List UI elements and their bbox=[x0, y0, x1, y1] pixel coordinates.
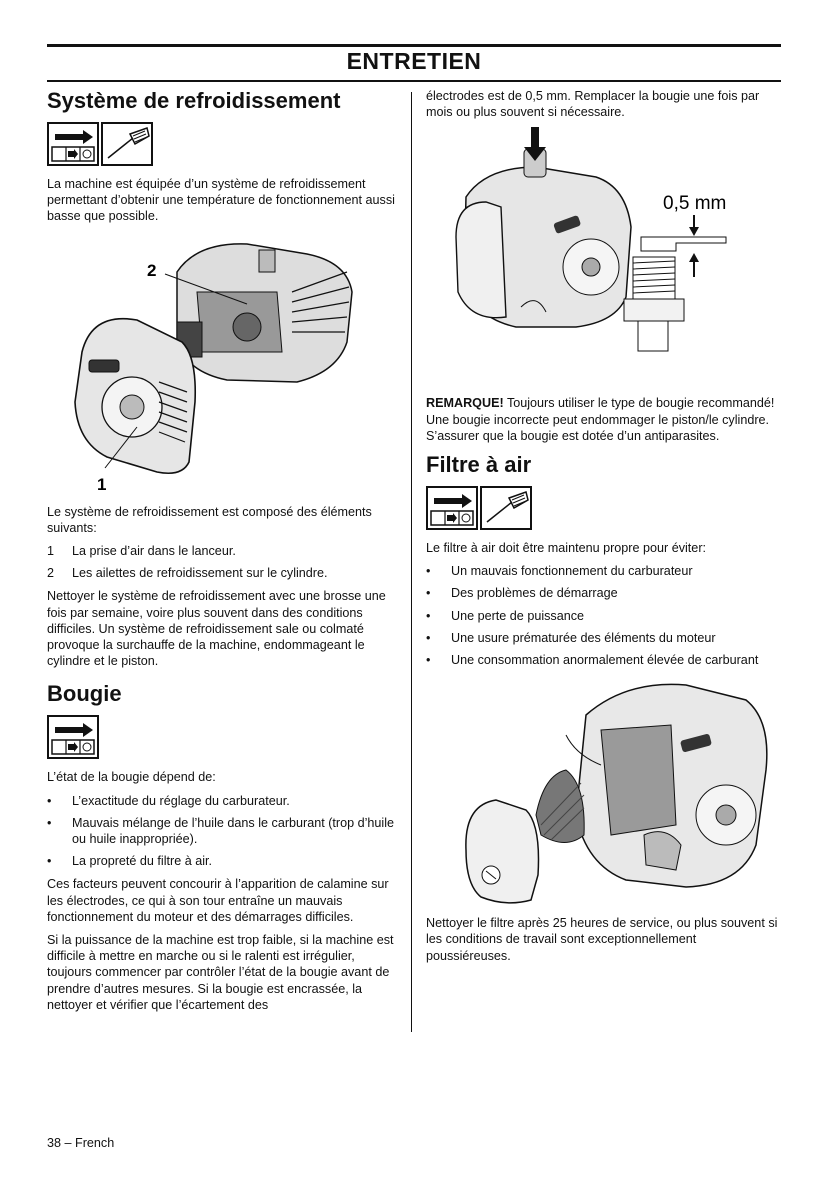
air-filter-illustration bbox=[426, 675, 781, 905]
list-item: • La propreté du filtre à air. bbox=[47, 854, 213, 869]
spark-plug-illustration bbox=[426, 127, 781, 385]
gap-label: 0,5 mm bbox=[663, 193, 727, 215]
cooling-title: Système de refroidissement bbox=[47, 88, 341, 113]
cooling-symbols bbox=[47, 122, 399, 166]
brush-icon bbox=[101, 122, 153, 166]
spark-plug-para2: Si la puissance de la machine est trop faible, si la machine est difficile à mettre en marche ou si le ralenti est irrégulier, toujours commencer par contrôler l’état de la bougie avant de prendre d’autres mesures. Si la bougie est encrassée, la nettoyer et vérifier que l’écartement des bbox=[47, 933, 394, 1012]
figure-label-1: 1 bbox=[97, 474, 107, 494]
cooling-intro: La machine est équipée d’un système de refroidissement permettant d’obtenir une température de fonctionnement aussi basse que possible. bbox=[47, 177, 395, 224]
list-item: • Mauvais mélange de l’huile dans le carburant (trop d’huile ou huile inappropriée). bbox=[47, 815, 395, 847]
spark-plug-para1: Ces facteurs peuvent concourir à l’apparition de calamine sur les électrodes, ce qui à son tour entraîne un mauvais fonctionnement du moteur et des démarrages difficiles. bbox=[47, 877, 389, 924]
figure-label-2: 2 bbox=[147, 260, 157, 280]
engine-off-symbol-icon bbox=[47, 715, 99, 759]
list-item: • Un mauvais fonctionnement du carburateur bbox=[426, 564, 693, 579]
page-footer: 38 – French bbox=[47, 1136, 115, 1150]
spark-plug-intro: L’état de la bougie dépend de: bbox=[47, 770, 216, 785]
column-divider bbox=[411, 92, 412, 1032]
spark-plug-conditions bbox=[47, 793, 399, 870]
cooling-components-intro: Le système de refroidissement est composé des éléments suivants: bbox=[47, 504, 372, 535]
list-item: 2 Les ailettes de refroidissement sur le cylindre. bbox=[47, 566, 328, 581]
list-item: • Des problèmes de démarrage bbox=[426, 586, 618, 601]
spark-plug-symbols bbox=[47, 715, 399, 759]
header-rule bbox=[47, 80, 781, 82]
engine-off-symbol-icon bbox=[426, 486, 478, 530]
engine-off-symbol-icon bbox=[47, 122, 99, 166]
brush-icon bbox=[480, 486, 532, 530]
right-column bbox=[426, 88, 781, 971]
list-item: • Une perte de puissance bbox=[426, 608, 585, 623]
air-filter-title: Filtre à air bbox=[426, 452, 532, 478]
list-item: • L’exactitude du réglage du carburateur. bbox=[47, 793, 290, 808]
air-filter-symbols bbox=[426, 486, 781, 530]
left-column bbox=[47, 88, 399, 1020]
spark-plug-continuation: électrodes est de 0,5 mm. Remplacer la bougie une fois par mois ou plus souvent si nécessaire. bbox=[426, 89, 760, 120]
top-rule bbox=[47, 44, 781, 47]
page-header: ENTRETIEN bbox=[346, 48, 482, 74]
air-filter-cleaning-text: Nettoyer le filtre après 25 heures de service, ou plus souvent si les conditions de travail sont exceptionnellement poussiéreuses. bbox=[426, 916, 778, 963]
list-item: • Une consommation anormalement élevée de carburant bbox=[426, 653, 759, 668]
remark: REMARQUE! Toujours utiliser le type de bougie recommandé! Une bougie incorrecte peut endommager le piston/le cylindre. S’assurer que la bougie est dotée d’un antiparasites. bbox=[426, 396, 775, 443]
list-item: 1 La prise d’air dans le lanceur. bbox=[47, 544, 236, 559]
list-item: • Une usure prématurée des éléments du moteur bbox=[426, 630, 716, 645]
cooling-system-illustration bbox=[47, 232, 399, 494]
air-filter-problems bbox=[426, 563, 781, 668]
air-filter-intro: Le filtre à air doit être maintenu propre pour éviter: bbox=[426, 541, 707, 556]
cooling-components-list bbox=[47, 543, 399, 581]
spark-plug-title: Bougie bbox=[47, 681, 122, 707]
cooling-cleaning-text: Nettoyer le système de refroidissement avec une brosse une fois par semaine, voire plus souvent dans des conditions difficiles. Un système de refroidissement sale ou colmaté provoque la surchauffe de la machine, endommageant le cylindre et le piston. bbox=[47, 589, 386, 669]
